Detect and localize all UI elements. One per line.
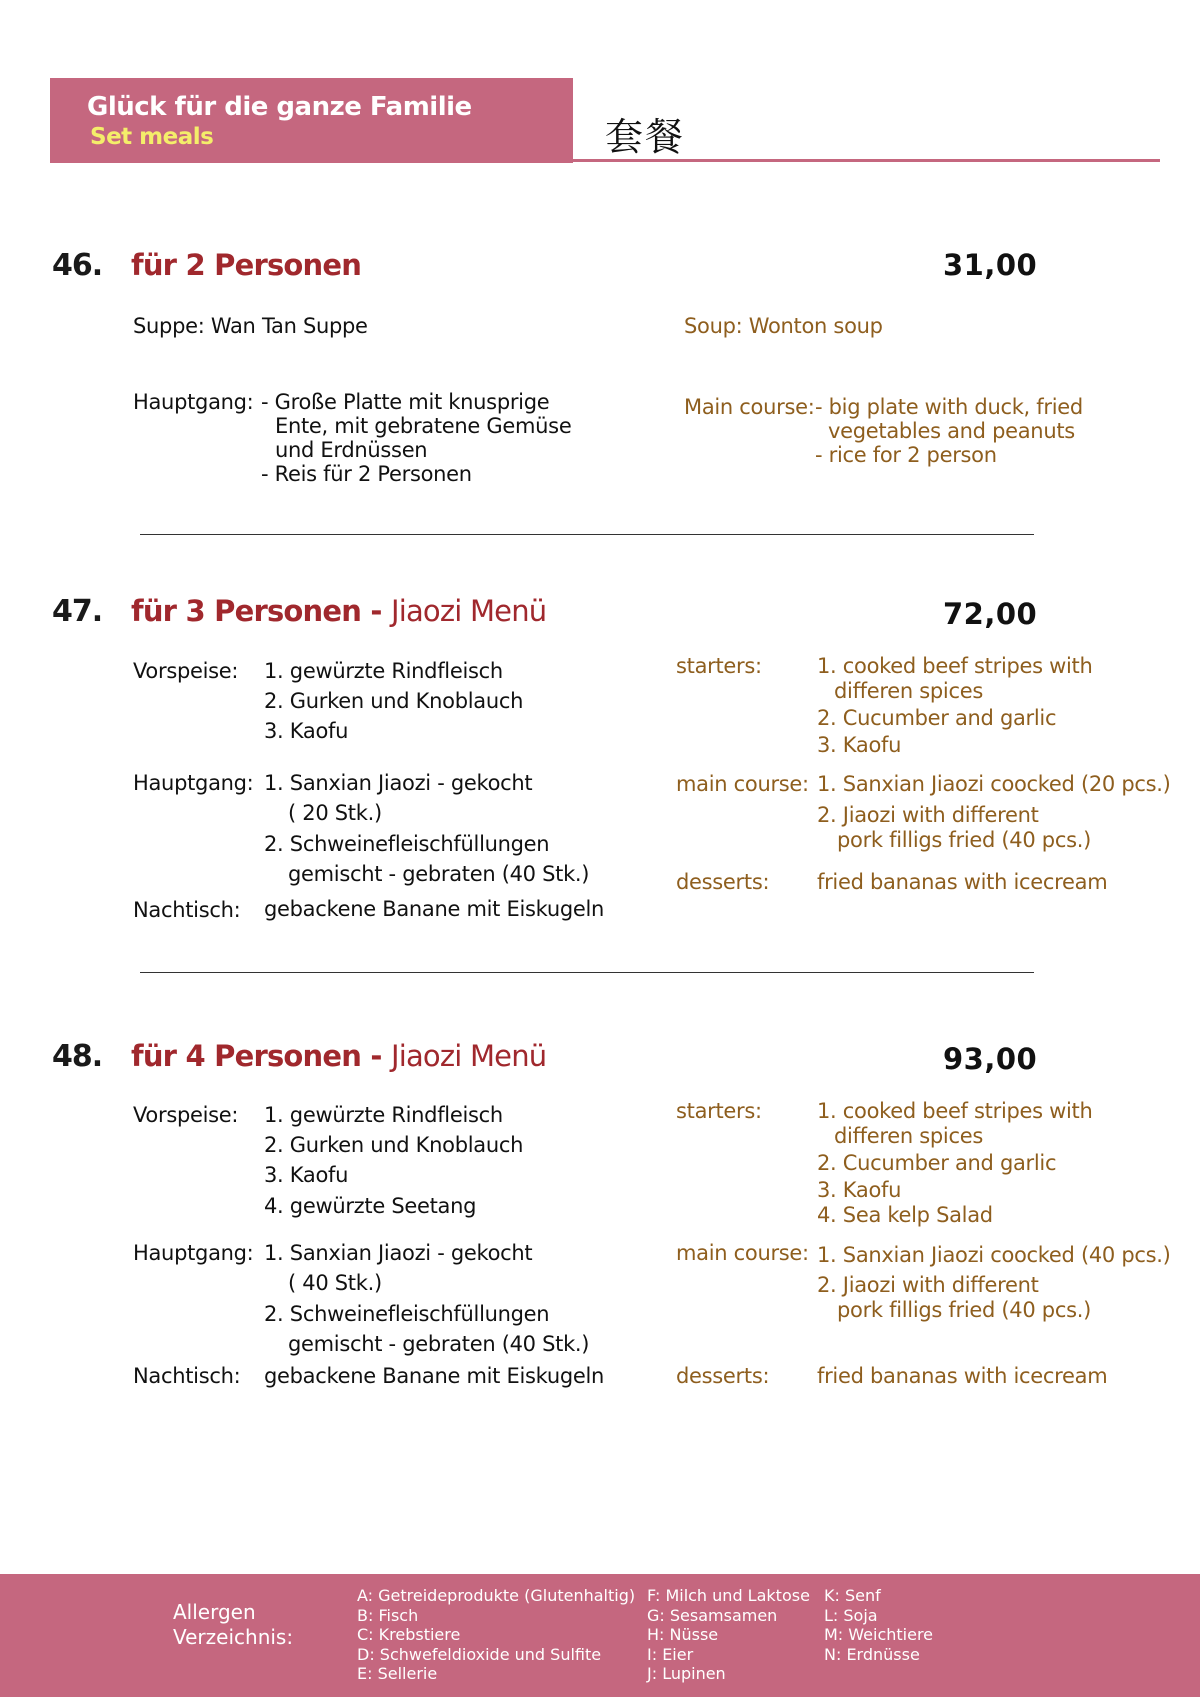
main-line-de: 1. Sanxian Jiaozi - gekocht bbox=[264, 1241, 533, 1265]
dessert-de: gebackene Banane mit Eiskugeln bbox=[264, 897, 605, 921]
main-line-de: - Reis für 2 Personen bbox=[261, 462, 472, 486]
main-line-de: und Erdnüssen bbox=[275, 438, 428, 462]
starter-en: 3. Kaofu bbox=[817, 1178, 902, 1202]
allergen-list-2 bbox=[647, 1586, 810, 1684]
main-line-de: ( 40 Stk.) bbox=[288, 1271, 382, 1295]
allergen-entry: F: Milch und Laktose bbox=[647, 1586, 810, 1605]
allergen-entry: G: Sesamsamen bbox=[647, 1605, 778, 1625]
main-line-de: Ente, mit gebratene Gemüse bbox=[275, 414, 572, 438]
starter-de: 2. Gurken und Knoblauch bbox=[264, 1133, 524, 1157]
chinese-title: 套餐 bbox=[605, 115, 686, 159]
item-title: für 2 Personen bbox=[131, 248, 362, 282]
allergen-heading-line: Verzeichnis: bbox=[173, 1625, 294, 1649]
dessert-en: fried bananas with icecream bbox=[817, 870, 1108, 894]
main-line-de: 2. Schweinefleischfüllungen bbox=[264, 1302, 550, 1326]
main-line-en: 2. Jiaozi with different bbox=[817, 1273, 1039, 1297]
main-line-de: 1. Sanxian Jiaozi - gekocht bbox=[264, 771, 533, 795]
dessert-label-en: desserts: bbox=[676, 870, 770, 894]
allergen-heading-line: Allergen bbox=[173, 1600, 256, 1624]
allergen-entry: C: Krebstiere bbox=[357, 1625, 461, 1645]
main-line-en: - big plate with duck, fried bbox=[815, 395, 1083, 419]
starter-en: 2. Cucumber and garlic bbox=[817, 706, 1057, 730]
starter-de: 1. gewürzte Rindfleisch bbox=[264, 659, 503, 683]
dessert-de: gebackene Banane mit Eiskugeln bbox=[264, 1364, 605, 1388]
allergen-entry: H: Nüsse bbox=[647, 1625, 719, 1645]
main-line-en: pork filligs fried (40 pcs.) bbox=[837, 1298, 1091, 1322]
starter-de: 3. Kaofu bbox=[264, 719, 349, 743]
main-line-en: 1. Sanxian Jiaozi coocked (40 pcs.) bbox=[817, 1243, 1171, 1267]
item-number: 46. bbox=[52, 248, 103, 283]
divider bbox=[140, 972, 1034, 973]
dessert-label-de: Nachtisch: bbox=[133, 1364, 241, 1388]
main-line-en: - rice for 2 person bbox=[815, 443, 997, 467]
item-price: 31,00 bbox=[943, 248, 1038, 282]
item-title: für 4 Personen - Jiaozi Menü bbox=[131, 1039, 547, 1073]
main-line-en: 1. Sanxian Jiaozi coocked (20 pcs.) bbox=[817, 772, 1171, 796]
soup-de: Suppe: Wan Tan Suppe bbox=[133, 314, 368, 338]
starter-label-en: starters: bbox=[676, 1099, 762, 1123]
main-line-de: ( 20 Stk.) bbox=[288, 801, 382, 825]
main-label-de: Hauptgang: bbox=[133, 1241, 254, 1265]
starter-en: differen spices bbox=[834, 1124, 983, 1148]
main-label-en: main course: bbox=[676, 1241, 809, 1265]
page-title: Glück für die ganze Familie bbox=[87, 92, 472, 122]
allergen-entry: M: Weichtiere bbox=[824, 1625, 934, 1645]
starter-en: 1. cooked beef stripes with bbox=[817, 654, 1093, 678]
main-label-en: main course: bbox=[676, 772, 809, 796]
starter-en: 4. Sea kelp Salad bbox=[817, 1203, 993, 1227]
item-title: für 3 Personen - Jiaozi Menü bbox=[131, 594, 547, 628]
main-line-de: 2. Schweinefleischfüllungen bbox=[264, 832, 550, 856]
starter-de: 4. gewürzte Seetang bbox=[264, 1194, 477, 1218]
starter-en: differen spices bbox=[834, 679, 983, 703]
allergen-entry: D: Schwefeldioxide und Sulfite bbox=[357, 1644, 602, 1664]
item-price: 93,00 bbox=[943, 1042, 1038, 1076]
main-line-en: vegetables and peanuts bbox=[828, 419, 1075, 443]
starter-label-de: Vorspeise: bbox=[133, 1103, 239, 1127]
starter-label-de: Vorspeise: bbox=[133, 659, 239, 683]
item-number: 47. bbox=[52, 594, 103, 629]
allergen-entry: L: Soja bbox=[824, 1605, 878, 1625]
main-line-de: - Große Platte mit knusprige bbox=[261, 390, 550, 414]
allergen-entry: K: Senf bbox=[824, 1586, 881, 1605]
allergen-entry: N: Erdnüsse bbox=[824, 1644, 920, 1664]
main-line-en: 2. Jiaozi with different bbox=[817, 803, 1039, 827]
dessert-label-de: Nachtisch: bbox=[133, 898, 241, 922]
allergen-entry: A: Getreideprodukte (Glutenhaltig) bbox=[357, 1586, 636, 1605]
allergen-entry: J: Lupinen bbox=[647, 1664, 726, 1684]
main-label-de: Hauptgang: bbox=[133, 771, 254, 795]
allergen-entry: B: Fisch bbox=[357, 1605, 419, 1625]
starter-en: 2. Cucumber and garlic bbox=[817, 1151, 1057, 1175]
main-line-en: pork filligs fried (40 pcs.) bbox=[837, 828, 1091, 852]
main-label-en: Main course: bbox=[684, 395, 815, 419]
main-line-de: gemischt - gebraten (40 Stk.) bbox=[288, 862, 590, 886]
starter-de: 2. Gurken und Knoblauch bbox=[264, 689, 524, 713]
starter-en: 1. cooked beef stripes with bbox=[817, 1099, 1093, 1123]
soup-en: Soup: Wonton soup bbox=[684, 314, 883, 338]
allergen-list-1 bbox=[357, 1586, 635, 1684]
page-subtitle: Set meals bbox=[90, 124, 214, 150]
allergen-heading bbox=[173, 1600, 293, 1650]
main-line-de: gemischt - gebraten (40 Stk.) bbox=[288, 1332, 590, 1356]
main-label-de: Hauptgang: bbox=[133, 390, 254, 414]
allergen-entry: I: Eier bbox=[647, 1644, 694, 1664]
starter-en: 3. Kaofu bbox=[817, 733, 902, 757]
dessert-en: fried bananas with icecream bbox=[817, 1364, 1108, 1388]
item-number: 48. bbox=[52, 1039, 103, 1074]
item-price: 72,00 bbox=[943, 597, 1038, 631]
starter-label-en: starters: bbox=[676, 654, 762, 678]
allergen-entry: E: Sellerie bbox=[357, 1664, 438, 1684]
starter-de: 3. Kaofu bbox=[264, 1163, 349, 1187]
divider bbox=[140, 534, 1034, 535]
dessert-label-en: desserts: bbox=[676, 1364, 770, 1388]
allergen-list-3 bbox=[824, 1586, 933, 1664]
starter-de: 1. gewürzte Rindfleisch bbox=[264, 1103, 503, 1127]
